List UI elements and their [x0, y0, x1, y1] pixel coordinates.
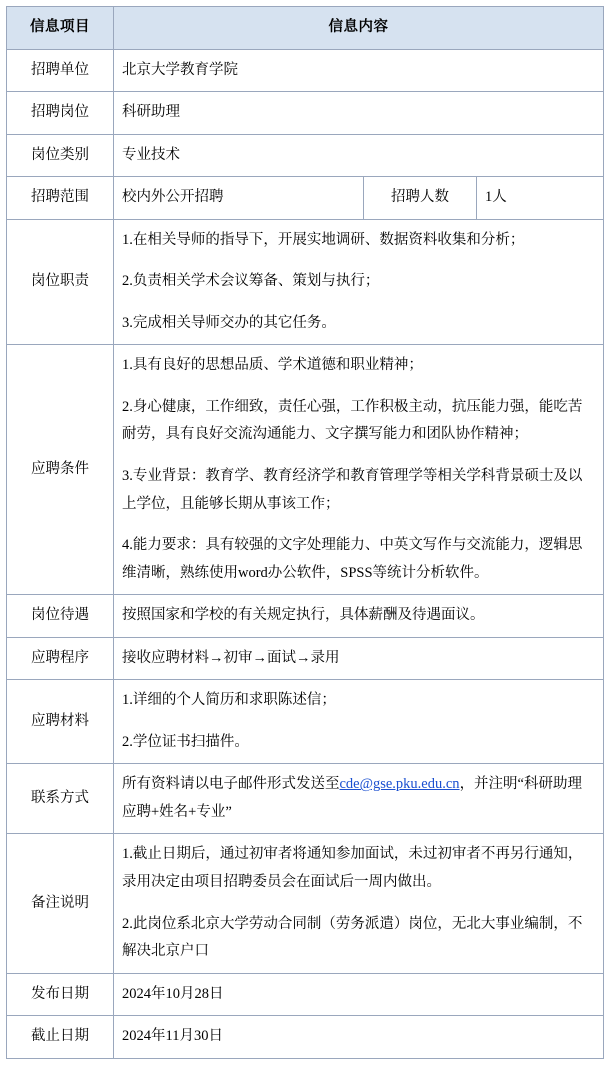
duty-item: 2.负责相关学术会议筹备、策划与执行； [122, 273, 380, 290]
row-value-employer: 北京大学教育学院 [114, 49, 604, 92]
scope-value: 校内外公开招聘 [114, 177, 364, 219]
table-row [7, 345, 604, 595]
requirement-item: 4.能力要求：具有较强的文字处理能力、中英文写作与交流能力，逻辑思维清晰，熟练使用word办公软件，SPSS等统计分析软件。 [122, 537, 583, 581]
scope-subtable [114, 177, 603, 219]
row-label-employer: 招聘单位 [7, 49, 114, 92]
row-label-contact: 联系方式 [7, 764, 114, 834]
headcount-value: 1人 [485, 189, 507, 206]
table-body [7, 49, 604, 1058]
contact-suffix: ，并注明“科研助理应聘+姓名+专业” [122, 776, 582, 820]
requirement-item: 1.具有良好的思想品质、学术道德和职业精神； [122, 357, 423, 374]
requirement-item: 3.专业背景：教育学、教育经济学和教育管理学等相关学科背景硕士及以上学位，且能够长期从事该工作； [122, 468, 583, 512]
table-row [7, 219, 604, 345]
row-value-requirements [114, 345, 604, 595]
requirement-item: 2.身心健康，工作细致，责任心强，工作积极主动，抗压能力强，能吃苦耐劳，具有良好交流沟通能力、文字撰写能力和团队协作精神； [122, 398, 583, 443]
scope-subtable-row [114, 177, 603, 219]
table-row [7, 1016, 604, 1059]
row-value-procedure: 接收应聘材料→初审→面试→录用 [114, 637, 604, 680]
column-header-content: 信息内容 [114, 7, 604, 50]
row-label-category: 岗位类别 [7, 134, 114, 177]
table-row [7, 134, 604, 177]
note-item: 2.此岗位系北京大学劳动合同制（劳务派遣）岗位，无北大事业编制，不解决北京户口 [122, 915, 583, 960]
table-row [7, 177, 604, 220]
table-row [7, 49, 604, 92]
headcount-label: 招聘人数 [364, 177, 477, 219]
row-label-deadline-date: 截止日期 [7, 1016, 114, 1059]
material-item: 1.详细的个人简历和求职陈述信； [122, 692, 336, 709]
row-label-publish-date: 发布日期 [7, 973, 114, 1016]
table-row [7, 680, 604, 764]
row-label-procedure: 应聘程序 [7, 637, 114, 680]
table-row [7, 595, 604, 638]
row-value-scope-wrapper [114, 177, 604, 220]
row-value-deadline-date: 2024年11月30日 [114, 1016, 604, 1059]
table-header [7, 7, 604, 50]
duty-item: 1.在相关导师的指导下，开展实地调研、数据资料收集和分析； [122, 231, 525, 248]
row-value-notes [114, 834, 604, 973]
row-value-publish-date: 2024年10月28日 [114, 973, 604, 1016]
table-header-row [7, 7, 604, 50]
recruitment-info-table [6, 6, 604, 1059]
row-label-compensation: 岗位待遇 [7, 595, 114, 638]
contact-email-link[interactable]: cde@gse.pku.edu.cn [339, 776, 460, 793]
row-label-scope: 招聘范围 [7, 177, 114, 220]
row-label-position: 招聘岗位 [7, 92, 114, 135]
table-row [7, 637, 604, 680]
row-label-notes: 备注说明 [7, 834, 114, 973]
row-label-materials: 应聘材料 [7, 680, 114, 764]
row-label-duties: 岗位职责 [7, 219, 114, 345]
row-value-materials [114, 680, 604, 764]
duty-item: 3.完成相关导师交办的其它任务。 [122, 314, 336, 331]
material-item: 2.学位证书扫描件。 [122, 733, 249, 750]
row-label-requirements: 应聘条件 [7, 345, 114, 595]
column-header-item: 信息项目 [7, 7, 114, 50]
note-item: 1.截止日期后，通过初审者将通知参加面试，未过初审者不再另行通知，录用决定由项目招聘委员会在面试后一周内做出。 [122, 846, 583, 891]
row-value-category: 专业技术 [114, 134, 604, 177]
contact-prefix: 所有资料请以电子邮件形式发送至 [122, 776, 340, 793]
table-row [7, 973, 604, 1016]
row-value-duties [114, 219, 604, 345]
table-row [7, 834, 604, 973]
table-row [7, 764, 604, 834]
row-value-contact [114, 764, 604, 834]
table-row [7, 92, 604, 135]
row-value-position: 科研助理 [114, 92, 604, 135]
row-value-compensation: 按照国家和学校的有关规定执行，具体薪酬及待遇面议。 [114, 595, 604, 638]
